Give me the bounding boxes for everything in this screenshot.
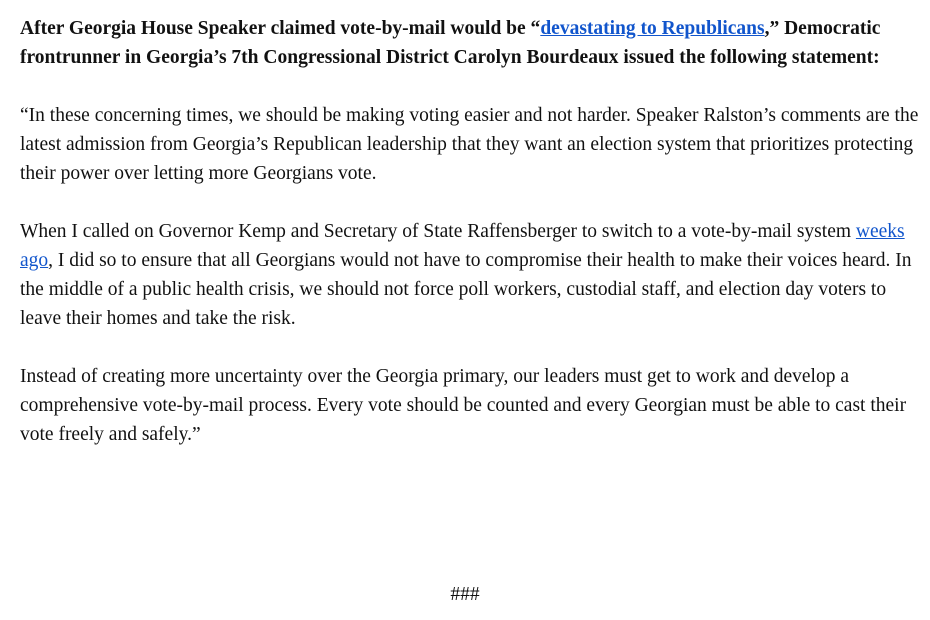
weeks-ago-link[interactable]: weeks ago: [20, 221, 905, 271]
devastating-to-republicans-link[interactable]: devastating to Republicans: [540, 18, 765, 39]
paragraph-1: “In these concerning times, we should be making voting easier and not harder. Speaker Ralston’s comments are the latest admission from Georgia’s Republican leadership that they want an election system that prioritizes protecting their power over letting more Georgians vote.: [20, 105, 919, 184]
headline-text-start: After Georgia House Speaker claimed vote-by-mail would be “: [20, 18, 541, 39]
paragraph-3: Instead of creating more uncertainty over the Georgia primary, our leaders must get to work and develop a comprehensive vote-by-mail process. Every vote should be counted and every Georgian must be able to cast their vote freely and safely.”: [20, 366, 907, 445]
paragraph-2: [20, 217, 920, 333]
headline-text-end: ,” Democratic frontrunner in Georgia’s 7th Congressional District Carolyn Bourdeaux issued the following statement:: [20, 18, 881, 68]
end-of-release-mark: ###: [450, 584, 480, 605]
press-statement: [20, 14, 920, 449]
paragraph-2-text-start: When I called on Governor Kemp and Secretary of State Raffensberger to switch to a vote-by-mail system: [20, 221, 856, 242]
headline: [20, 14, 920, 72]
paragraph-2-text-end: , I did so to ensure that all Georgians would not have to compromise their health to make their voices heard. In the middle of a public health crisis, we should not force poll workers, custodial staff, and election day voters to leave their homes and take the risk.: [20, 250, 912, 329]
